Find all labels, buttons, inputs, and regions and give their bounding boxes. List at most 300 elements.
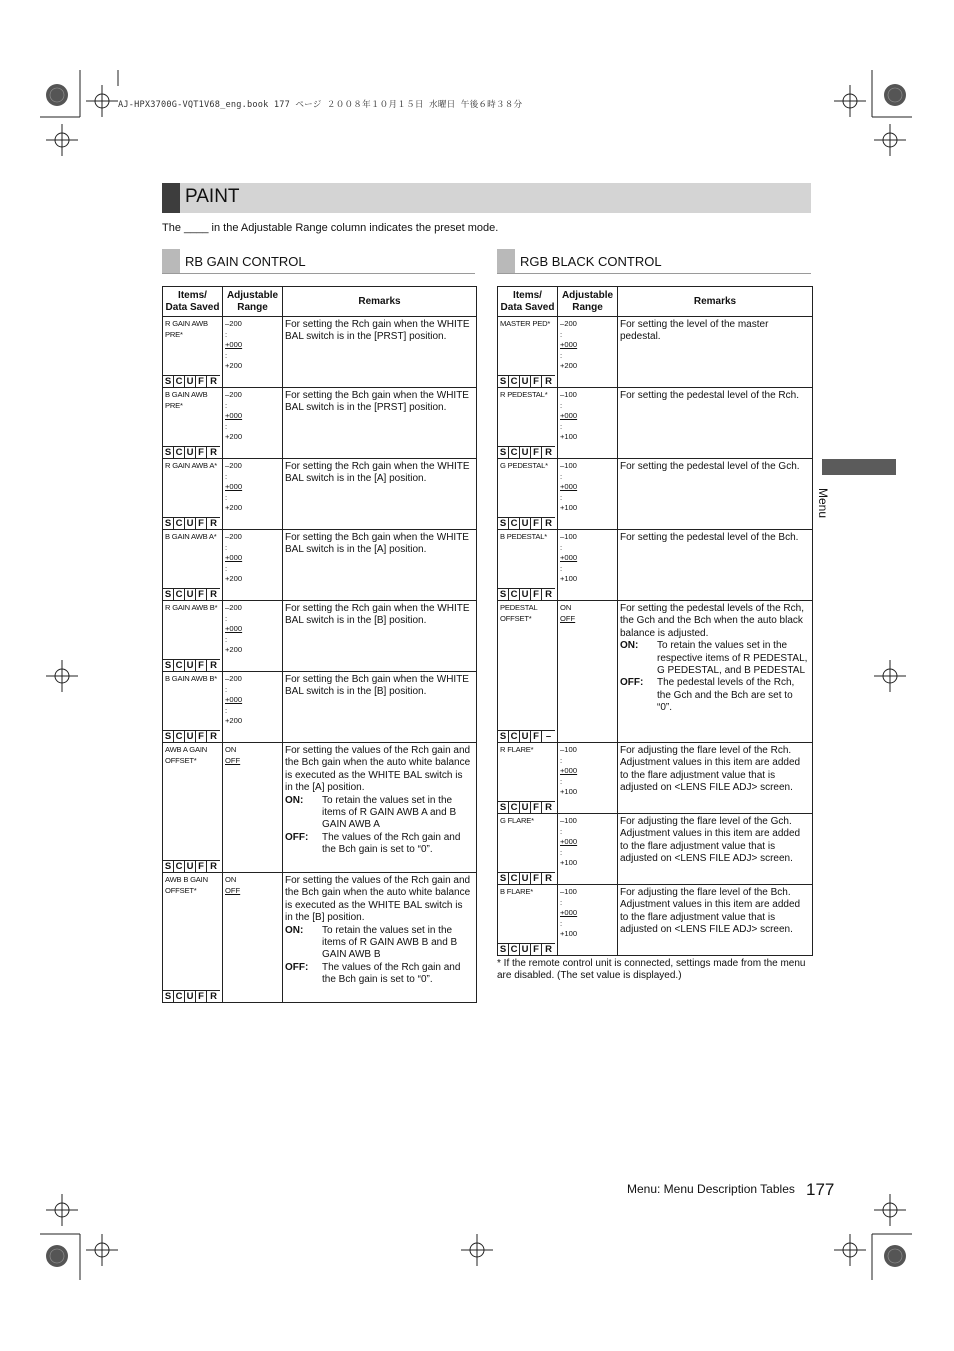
- flag-f: F: [531, 588, 542, 600]
- range-value: +200: [225, 574, 243, 583]
- item-name: R GAIN AWB A*: [165, 461, 217, 470]
- flag-f: F: [531, 801, 542, 813]
- flag-r: R: [207, 659, 220, 671]
- item-cell: [498, 317, 558, 388]
- flag-s: S: [498, 872, 509, 884]
- range-value: –200: [225, 461, 242, 470]
- range-value: +100: [560, 787, 578, 796]
- side-label: Menu: [816, 488, 830, 519]
- adjustable-range: [223, 459, 282, 514]
- item-cell: [498, 388, 558, 459]
- item-name: R PEDESTAL*: [500, 390, 548, 399]
- range-preset-value: +000: [225, 553, 243, 562]
- range-cell: [558, 530, 618, 601]
- range-value: –200: [225, 390, 242, 399]
- flag-u: U: [520, 943, 531, 955]
- rb-gain-heading-block: [162, 249, 180, 273]
- item-name: MASTER PED*: [500, 319, 551, 328]
- range-preset-value: OFF: [560, 613, 576, 623]
- page-number: 177: [806, 1180, 835, 1199]
- flag-r: R: [207, 730, 220, 742]
- range-preset-value: +000: [560, 908, 578, 917]
- flag-r: R: [542, 588, 555, 600]
- option-label: OFF:: [285, 961, 309, 973]
- remarks-text: For setting the pedestal levels of the Rch, the Gch and the Bch when the auto black balance is adjusted.: [620, 603, 804, 639]
- remarks: [618, 459, 812, 473]
- flag-s: S: [498, 801, 509, 813]
- range-value: :: [225, 634, 228, 644]
- remarks-text: For setting the pedestal level of the Gch.: [620, 461, 800, 472]
- rgb-black-table: [497, 286, 813, 956]
- section-title: PAINT: [185, 186, 240, 207]
- range-value: –100: [560, 745, 577, 754]
- flag-s: S: [163, 375, 174, 387]
- flag-c: C: [509, 517, 520, 529]
- flag-c: C: [174, 730, 185, 742]
- range-value: :: [560, 542, 563, 552]
- remarks-cell: [283, 317, 477, 388]
- flag-u: U: [520, 588, 531, 600]
- range-value: :: [560, 918, 563, 928]
- rgb-black-title: RGB BLACK CONTROL: [520, 254, 662, 269]
- range-cell: [558, 388, 618, 459]
- item-cell: [498, 743, 558, 814]
- col-items: Items/ Data Saved: [498, 287, 558, 317]
- range-value: +200: [560, 361, 578, 370]
- remarks-cell: [618, 530, 813, 601]
- flag-r: R: [542, 801, 555, 813]
- range-preset-value: +000: [560, 553, 578, 562]
- option-label: OFF:: [620, 677, 644, 689]
- option-text: To retain the values set in the items of R GAIN AWB A and B GAIN AWB A: [322, 794, 457, 831]
- remarks-text: For setting the pedestal level of the Rch.: [620, 390, 799, 401]
- range-value: :: [225, 492, 228, 502]
- range-value: :: [560, 350, 563, 360]
- adjustable-range: [223, 601, 282, 656]
- range-value: :: [225, 563, 228, 573]
- flag-c: C: [509, 872, 520, 884]
- item-name: B PEDESTAL*: [500, 532, 548, 541]
- remarks: [618, 743, 812, 795]
- table-row: [163, 317, 477, 388]
- item-cell: [498, 601, 558, 743]
- adjustable-range: [558, 885, 617, 940]
- remarks-text: For setting the level of the master pedestal.: [620, 319, 769, 343]
- flag-s: S: [498, 446, 509, 458]
- remarks-text: For setting the values of the Rch gain and the Bch gain when the auto white balance is executed as the WHITE BAL switch is in the [B] position.: [285, 875, 471, 924]
- adjustable-range: [223, 317, 282, 372]
- flag-s: S: [163, 659, 174, 671]
- rgb-black-heading-block: [497, 249, 515, 273]
- item-cell: [163, 388, 223, 459]
- item-cell: [163, 672, 223, 743]
- col-range: Adjustable Range: [558, 287, 618, 317]
- remarks: [618, 530, 812, 544]
- rb-gain-title: RB GAIN CONTROL: [185, 254, 306, 269]
- range-value: –100: [560, 390, 577, 399]
- table-row: [498, 601, 813, 743]
- table-row: [498, 317, 813, 388]
- data-saved-flags: [498, 446, 555, 458]
- option-row: [620, 677, 809, 714]
- flag-s: S: [498, 730, 509, 742]
- flag-u: U: [520, 872, 531, 884]
- item-cell: [498, 885, 558, 956]
- remarks-cell: [283, 743, 477, 873]
- range-value: :: [225, 329, 228, 339]
- option-label: ON:: [620, 640, 639, 652]
- table-row: [163, 530, 477, 601]
- table-row: [163, 672, 477, 743]
- data-saved-flags: [498, 375, 555, 387]
- flag-r: R: [542, 375, 555, 387]
- flag-s: S: [163, 730, 174, 742]
- remarks: [283, 459, 476, 486]
- range-value: +100: [560, 858, 578, 867]
- flag-c: C: [174, 446, 185, 458]
- table-row: [498, 388, 813, 459]
- item-cell: [163, 317, 223, 388]
- flag-c: C: [509, 801, 520, 813]
- range-value: +200: [225, 503, 243, 512]
- range-value: +200: [225, 645, 243, 654]
- table-row: [498, 530, 813, 601]
- range-value: –100: [560, 532, 577, 541]
- flag-u: U: [185, 375, 196, 387]
- flag-s: S: [163, 517, 174, 529]
- flag-f: F: [196, 588, 207, 600]
- flag-r: R: [542, 872, 555, 884]
- remarks-text: For setting the Rch gain when the WHITE BAL switch is in the [PRST] position.: [285, 319, 470, 343]
- adjustable-range: [558, 814, 617, 869]
- flag-s: S: [163, 446, 174, 458]
- flag-s: S: [163, 588, 174, 600]
- range-preset-value: +000: [560, 482, 578, 491]
- flag-u: U: [185, 860, 196, 872]
- item-name: G FLARE*: [500, 816, 534, 825]
- item-cell: [163, 530, 223, 601]
- range-value: –200: [560, 319, 577, 328]
- range-value: :: [225, 400, 228, 410]
- data-saved-flags: [163, 517, 220, 529]
- range-value: ON: [225, 875, 237, 884]
- range-preset-value: OFF: [225, 755, 241, 765]
- rb-gain-table: [162, 286, 477, 1003]
- file-header-line: AJ-HPX3700G-VQT1V68_eng.book 177 ページ ２００８年１０月１５日 水曜日 午後６時３８分: [118, 100, 523, 110]
- range-value: :: [560, 400, 563, 410]
- table-row: [498, 885, 813, 956]
- range-value: :: [225, 542, 228, 552]
- range-value: :: [560, 329, 563, 339]
- remarks-cell: [283, 672, 477, 743]
- flag-c: C: [174, 588, 185, 600]
- adjustable-range: [558, 317, 617, 372]
- range-cell: [558, 885, 618, 956]
- data-saved-flags: [163, 730, 220, 742]
- flag-s: S: [498, 943, 509, 955]
- flag-u: U: [520, 446, 531, 458]
- flag-c: C: [509, 943, 520, 955]
- data-saved-flags: [498, 801, 555, 813]
- remarks-text: For setting the pedestal level of the Bch.: [620, 532, 799, 543]
- flag-s: S: [498, 375, 509, 387]
- remarks-cell: [618, 601, 813, 743]
- adjustable-range: [223, 873, 282, 896]
- table-row: [163, 873, 477, 1003]
- adjustable-range: [223, 530, 282, 585]
- flag-f: F: [531, 943, 542, 955]
- data-saved-flags: [498, 730, 555, 742]
- remarks-text: For adjusting the flare level of the Rch. Adjustment values in this item are added to the flare adjustment value that is adjusted on <LENS FILE ADJ> screen.: [620, 745, 801, 794]
- remarks-cell: [618, 814, 813, 885]
- range-value: :: [560, 421, 563, 431]
- range-preset-value: +000: [560, 766, 578, 775]
- data-saved-flags: [498, 943, 555, 955]
- range-value: :: [560, 826, 563, 836]
- adjustable-range: [558, 601, 617, 624]
- flag-f: F: [531, 517, 542, 529]
- range-value: +100: [560, 432, 578, 441]
- option-text: The pedestal levels of the Rch, the Gch and the Bch are set to “0”.: [657, 677, 795, 714]
- option-label: ON:: [285, 924, 304, 936]
- range-value: –100: [560, 461, 577, 470]
- flag-r: R: [207, 990, 220, 1002]
- flag-f: F: [196, 517, 207, 529]
- flag-r: R: [207, 375, 220, 387]
- adjustable-range: [223, 743, 282, 766]
- item-cell: [498, 530, 558, 601]
- range-value: +200: [225, 361, 243, 370]
- remarks-cell: [618, 317, 813, 388]
- option-label: ON:: [285, 794, 304, 806]
- flag-r: R: [542, 446, 555, 458]
- range-value: –200: [225, 319, 242, 328]
- col-items: Items/ Data Saved: [163, 287, 223, 317]
- range-preset-value: OFF: [225, 885, 241, 895]
- option-row: [285, 832, 473, 857]
- item-name: R GAIN AWB B*: [165, 603, 218, 612]
- data-saved-flags: [163, 588, 220, 600]
- flag-r: R: [542, 517, 555, 529]
- flag-c: C: [509, 730, 520, 742]
- remarks: [618, 885, 812, 937]
- remarks-text: For setting the Rch gain when the WHITE BAL switch is in the [A] position.: [285, 461, 470, 485]
- flag-f: F: [196, 446, 207, 458]
- item-cell: [498, 459, 558, 530]
- remarks: [283, 743, 476, 857]
- range-cell: [558, 814, 618, 885]
- range-value: :: [560, 755, 563, 765]
- footer-text: Menu: Menu Description Tables: [627, 1182, 795, 1196]
- flag-u: U: [520, 517, 531, 529]
- flag-c: C: [174, 990, 185, 1002]
- adjustable-range: [223, 388, 282, 443]
- remarks: [283, 388, 476, 415]
- adjustable-range: [558, 530, 617, 585]
- flag-u: U: [520, 375, 531, 387]
- flag-r: R: [207, 517, 220, 529]
- flag-r: R: [542, 943, 555, 955]
- remarks-cell: [283, 388, 477, 459]
- option-text: The values of the Rch gain and the Bch gain is set to “0”.: [322, 961, 461, 986]
- range-preset-value: +000: [560, 837, 578, 846]
- range-cell: [223, 388, 283, 459]
- data-saved-flags: [163, 860, 220, 872]
- range-value: :: [225, 705, 228, 715]
- range-cell: [223, 672, 283, 743]
- range-value: +200: [225, 432, 243, 441]
- table-row: [163, 743, 477, 873]
- option-text: The values of the Rch gain and the Bch gain is set to “0”.: [322, 831, 461, 856]
- item-name: AWB A GAIN OFFSET*: [165, 745, 208, 765]
- item-name: B FLARE*: [500, 887, 534, 896]
- flag-f: F: [196, 730, 207, 742]
- item-cell: [163, 873, 223, 1003]
- range-value: :: [560, 563, 563, 573]
- item-name: G PEDESTAL*: [500, 461, 548, 470]
- flag-c: C: [174, 517, 185, 529]
- side-tab: [822, 459, 896, 475]
- option-text: To retain the values set in the respective items of R PEDESTAL, G PEDESTAL, and B PEDESTAL: [657, 640, 808, 677]
- range-preset-value: +000: [225, 624, 243, 633]
- flag-u: U: [520, 730, 531, 742]
- flag-f: F: [196, 990, 207, 1002]
- flag-s: S: [498, 588, 509, 600]
- range-cell: [223, 743, 283, 873]
- flag-u: U: [185, 446, 196, 458]
- adjustable-range: [558, 743, 617, 798]
- remarks: [618, 601, 812, 715]
- range-cell: [223, 873, 283, 1003]
- flag-u: U: [185, 659, 196, 671]
- data-saved-flags: [498, 872, 555, 884]
- range-value: –100: [560, 887, 577, 896]
- flag-f: F: [196, 375, 207, 387]
- range-value: –100: [560, 816, 577, 825]
- item-name: B GAIN AWB B*: [165, 674, 217, 683]
- range-value: –200: [225, 674, 242, 683]
- range-value: :: [560, 847, 563, 857]
- range-preset-value: +000: [225, 340, 243, 349]
- range-cell: [558, 743, 618, 814]
- remarks-text: For setting the Rch gain when the WHITE BAL switch is in the [B] position.: [285, 603, 470, 627]
- item-cell: [163, 459, 223, 530]
- range-cell: [558, 317, 618, 388]
- remarks: [283, 873, 476, 987]
- remarks-cell: [283, 601, 477, 672]
- range-value: +100: [560, 929, 578, 938]
- table-row: [498, 814, 813, 885]
- col-range: Adjustable Range: [223, 287, 283, 317]
- range-cell: [223, 530, 283, 601]
- adjustable-range: [223, 672, 282, 727]
- range-cell: [558, 459, 618, 530]
- item-name: R FLARE*: [500, 745, 534, 754]
- remarks-cell: [283, 873, 477, 1003]
- option-row: [285, 795, 473, 832]
- table-row: [163, 601, 477, 672]
- col-remarks: Remarks: [283, 287, 477, 317]
- range-value: :: [225, 471, 228, 481]
- remarks: [283, 601, 476, 628]
- item-name: R GAIN AWB PRE*: [165, 319, 208, 339]
- remarks-text: For setting the Bch gain when the WHITE BAL switch is in the [B] position.: [285, 674, 469, 698]
- flag-f: F: [531, 375, 542, 387]
- flag-r: R: [207, 446, 220, 458]
- remarks-cell: [283, 530, 477, 601]
- flag-f: F: [531, 730, 542, 742]
- remarks-cell: [283, 459, 477, 530]
- range-value: :: [225, 613, 228, 623]
- adjustable-range: [558, 388, 617, 443]
- flag-s: S: [498, 517, 509, 529]
- remarks-cell: [618, 743, 813, 814]
- rb-gain-heading: [162, 249, 475, 274]
- range-preset-value: +000: [225, 695, 243, 704]
- range-cell: [223, 317, 283, 388]
- flag-f: F: [531, 872, 542, 884]
- range-cell: [223, 601, 283, 672]
- item-name: B GAIN AWB PRE*: [165, 390, 208, 410]
- item-cell: [498, 814, 558, 885]
- range-value: ON: [560, 603, 572, 612]
- item-name: PEDESTAL OFFSET*: [500, 603, 538, 623]
- remarks: [618, 317, 812, 344]
- flag-r: R: [207, 588, 220, 600]
- remarks-cell: [618, 459, 813, 530]
- flag-c: C: [174, 659, 185, 671]
- remarks: [618, 388, 812, 402]
- data-saved-flags: [498, 588, 555, 600]
- remarks-cell: [618, 388, 813, 459]
- range-value: :: [225, 684, 228, 694]
- option-label: OFF:: [285, 831, 309, 843]
- flag-u: U: [185, 990, 196, 1002]
- flag-u: U: [185, 588, 196, 600]
- range-value: :: [560, 897, 563, 907]
- range-preset-value: +000: [560, 340, 578, 349]
- data-saved-flags: [498, 517, 555, 529]
- range-value: +200: [225, 716, 243, 725]
- remarks: [283, 672, 476, 699]
- remarks-text: For setting the Bch gain when the WHITE BAL switch is in the [A] position.: [285, 532, 469, 556]
- section-title-bar: [162, 183, 811, 213]
- preset-note: The ____ in the Adjustable Range column indicates the preset mode.: [162, 222, 499, 234]
- data-saved-flags: [163, 990, 220, 1002]
- range-value: –200: [225, 532, 242, 541]
- range-cell: [223, 459, 283, 530]
- flag-c: C: [509, 375, 520, 387]
- option-row: [285, 962, 473, 987]
- col-remarks: Remarks: [618, 287, 813, 317]
- item-cell: [163, 601, 223, 672]
- flag-c: C: [509, 588, 520, 600]
- section-title-block: [162, 183, 180, 213]
- item-name: B GAIN AWB A*: [165, 532, 217, 541]
- flag-u: U: [185, 730, 196, 742]
- table-row: [163, 459, 477, 530]
- flag-c: C: [174, 860, 185, 872]
- range-preset-value: +000: [225, 482, 243, 491]
- data-saved-flags: [163, 375, 220, 387]
- range-value: :: [225, 350, 228, 360]
- remarks-text: For adjusting the flare level of the Bch. Adjustment values in this item are added to the flare adjustment value that is adjusted on <LENS FILE ADJ> screen.: [620, 887, 801, 936]
- flag-f: F: [531, 446, 542, 458]
- range-cell: [558, 601, 618, 743]
- table-row: [163, 388, 477, 459]
- flag-f: F: [196, 659, 207, 671]
- remarks: [283, 317, 476, 344]
